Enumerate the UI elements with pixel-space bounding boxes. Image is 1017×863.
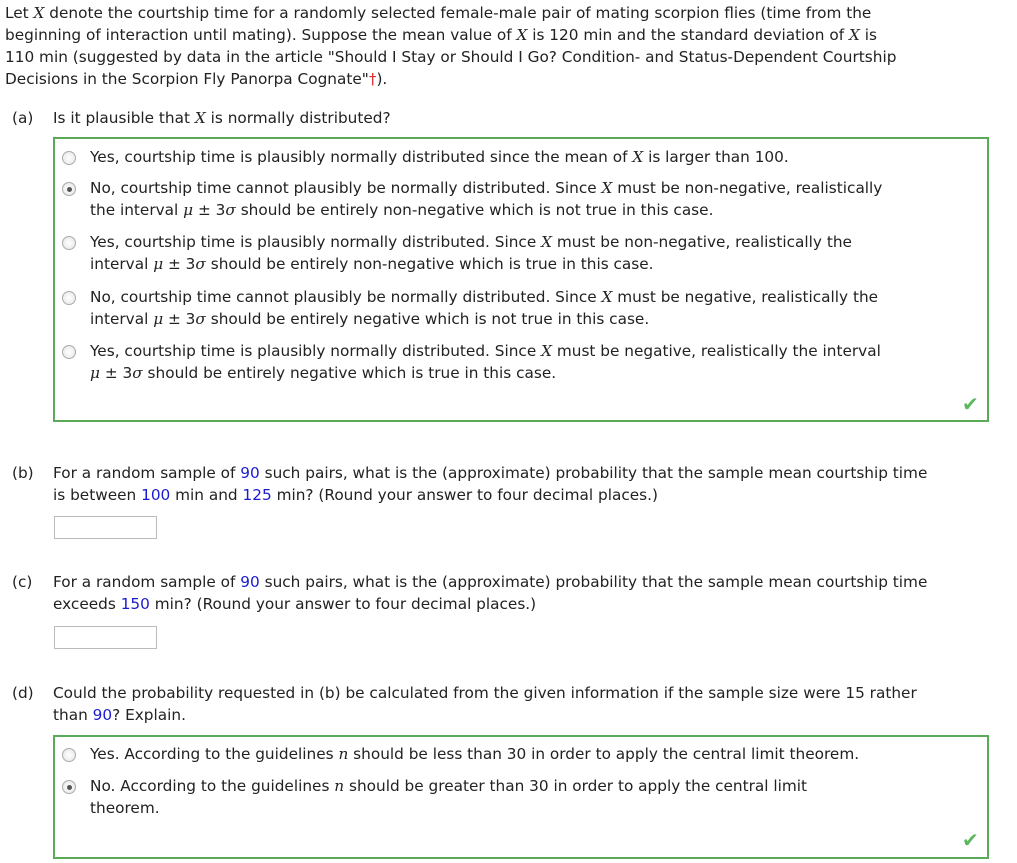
text-segment: is normally distributed? <box>205 109 391 127</box>
text-segment: interval <box>90 310 154 328</box>
text-line <box>90 775 807 797</box>
math-symbol: X <box>632 148 644 166</box>
text-segment: ± 3 <box>99 364 133 382</box>
option-radio[interactable] <box>62 182 76 196</box>
text-segment: No, courtship time cannot plausibly be normally distributed. Since <box>90 288 602 306</box>
math-symbol: X <box>848 26 860 44</box>
text-segment: min? (Round your answer to four decimal places.) <box>149 595 537 613</box>
text-line <box>53 462 927 484</box>
correct-check-icon: ✔ <box>962 392 979 416</box>
text-line <box>53 593 536 615</box>
text-line <box>90 743 859 765</box>
highlighted-value: 90 <box>240 464 260 482</box>
text-segment: For a random sample of <box>53 573 241 591</box>
math-symbol: n <box>338 745 349 763</box>
text-segment: No, courtship time cannot plausibly be normally distributed. Since <box>90 179 602 197</box>
text-line <box>5 46 896 68</box>
footnote-dagger-link[interactable]: † <box>368 70 377 88</box>
option-radio[interactable] <box>62 151 76 165</box>
text-segment: is larger than 100. <box>643 148 789 166</box>
text-segment: should be entirely negative which is true in this case. <box>142 364 557 382</box>
text-segment: the interval <box>90 201 184 219</box>
text-line <box>53 484 658 506</box>
text-segment: must be negative, realistically the interval <box>552 342 881 360</box>
text-line <box>90 362 556 384</box>
text-segment: Yes. According to the guidelines <box>90 745 339 763</box>
text-segment: Yes, courtship time is plausibly normally distributed. Since <box>90 233 542 251</box>
text-segment: beginning of interaction until mating). Suppose the mean value of <box>5 26 517 44</box>
highlighted-value: 125 <box>242 486 272 504</box>
math-symbol: μ <box>183 201 194 219</box>
math-symbol: X <box>516 26 528 44</box>
text-segment: 110 min (suggested by data in the article "Should I Stay or Should I Go? Condition- and Status-Dependent Courtship <box>5 48 897 66</box>
text-segment: ). <box>376 70 388 88</box>
text-line <box>90 199 713 221</box>
math-symbol: X <box>33 4 45 22</box>
text-line <box>5 68 387 90</box>
text-line <box>90 231 852 253</box>
text-segment: denote the courtship time for a randomly selected female-male pair of mating scorpion flies (time from the <box>44 4 872 22</box>
text-segment: exceeds <box>53 595 121 613</box>
highlighted-value: 90 <box>240 573 260 591</box>
option-radio[interactable] <box>62 345 76 359</box>
part-d-label: (d) <box>12 684 34 702</box>
option-radio[interactable] <box>62 291 76 305</box>
math-symbol: μ <box>90 364 100 382</box>
text-line <box>90 797 160 819</box>
math-symbol: X <box>541 233 552 251</box>
text-segment: Let <box>5 4 34 22</box>
text-line <box>90 253 654 275</box>
option-radio[interactable] <box>62 236 76 250</box>
text-line <box>5 24 877 46</box>
text-segment: should be less than 30 in order to apply the central limit theorem. <box>348 745 860 763</box>
text-segment: min and <box>170 486 243 504</box>
text-segment: Yes, courtship time is plausibly normally distributed. Since <box>90 342 542 360</box>
text-line <box>90 308 649 330</box>
text-segment: Yes, courtship time is plausibly normally distributed since the mean of <box>90 148 633 166</box>
text-segment: should be greater than 30 in order to apply the central limit <box>344 777 808 795</box>
text-segment: should be entirely negative which is not true in this case. <box>205 310 650 328</box>
text-segment: ± 3 <box>193 201 226 219</box>
part-a-label: (a) <box>12 109 34 127</box>
math-symbol: n <box>334 777 345 795</box>
text-segment: ? Explain. <box>112 706 186 724</box>
highlighted-value: 150 <box>120 595 150 613</box>
highlighted-value: 100 <box>141 486 171 504</box>
text-segment: theorem. <box>90 799 160 817</box>
text-segment: must be non-negative, realistically the <box>552 233 852 251</box>
text-segment: Could the probability requested in (b) be calculated from the given information if the sample size were 15 rather <box>53 684 917 702</box>
math-symbol: μ <box>153 255 164 273</box>
math-symbol: σ <box>225 201 236 219</box>
text-segment: must be negative, realistically the <box>612 288 879 306</box>
math-symbol: X <box>541 342 552 360</box>
text-segment: is 120 min and the standard deviation of <box>527 26 849 44</box>
text-line <box>53 682 917 704</box>
math-symbol: X <box>601 179 613 197</box>
text-segment: interval <box>90 255 154 273</box>
text-segment: such pairs, what is the (approximate) probability that the sample mean courtship time <box>259 573 928 591</box>
text-segment: No. According to the guidelines <box>90 777 335 795</box>
text-segment: is between <box>53 486 142 504</box>
text-line <box>53 704 186 726</box>
text-segment: should be entirely non-negative which is not true in this case. <box>235 201 714 219</box>
text-line <box>53 107 391 129</box>
text-segment: For a random sample of <box>53 464 241 482</box>
text-line <box>5 2 871 24</box>
text-segment: must be non-negative, realistically <box>612 179 883 197</box>
part-c-answer-input[interactable] <box>54 626 157 649</box>
math-symbol: μ <box>153 310 164 328</box>
text-segment: Decisions in the Scorpion Fly Panorpa Cognate" <box>5 70 369 88</box>
math-symbol: X <box>194 109 206 127</box>
text-segment: min? (Round your answer to four decimal places.) <box>271 486 658 504</box>
text-segment: is <box>859 26 877 44</box>
text-line <box>90 340 881 362</box>
text-segment: Is it plausible that <box>53 109 195 127</box>
text-line <box>53 571 927 593</box>
part-b-answer-input[interactable] <box>54 516 157 539</box>
math-symbol: σ <box>195 255 206 273</box>
text-line <box>90 286 878 308</box>
part-b-label: (b) <box>12 464 34 482</box>
text-segment: such pairs, what is the (approximate) probability that the sample mean courtship time <box>259 464 928 482</box>
option-radio[interactable] <box>62 780 76 794</box>
text-segment: ± 3 <box>163 255 196 273</box>
math-symbol: σ <box>132 364 143 382</box>
part-c-label: (c) <box>12 573 33 591</box>
text-segment: than <box>53 706 93 724</box>
highlighted-value: 90 <box>92 706 113 724</box>
text-line <box>90 146 789 168</box>
correct-check-icon: ✔ <box>962 828 979 852</box>
math-symbol: X <box>601 288 613 306</box>
text-segment: ± 3 <box>163 310 196 328</box>
math-symbol: σ <box>195 310 206 328</box>
option-radio[interactable] <box>62 748 76 762</box>
text-line <box>90 177 882 199</box>
text-segment: should be entirely non-negative which is true in this case. <box>205 255 654 273</box>
